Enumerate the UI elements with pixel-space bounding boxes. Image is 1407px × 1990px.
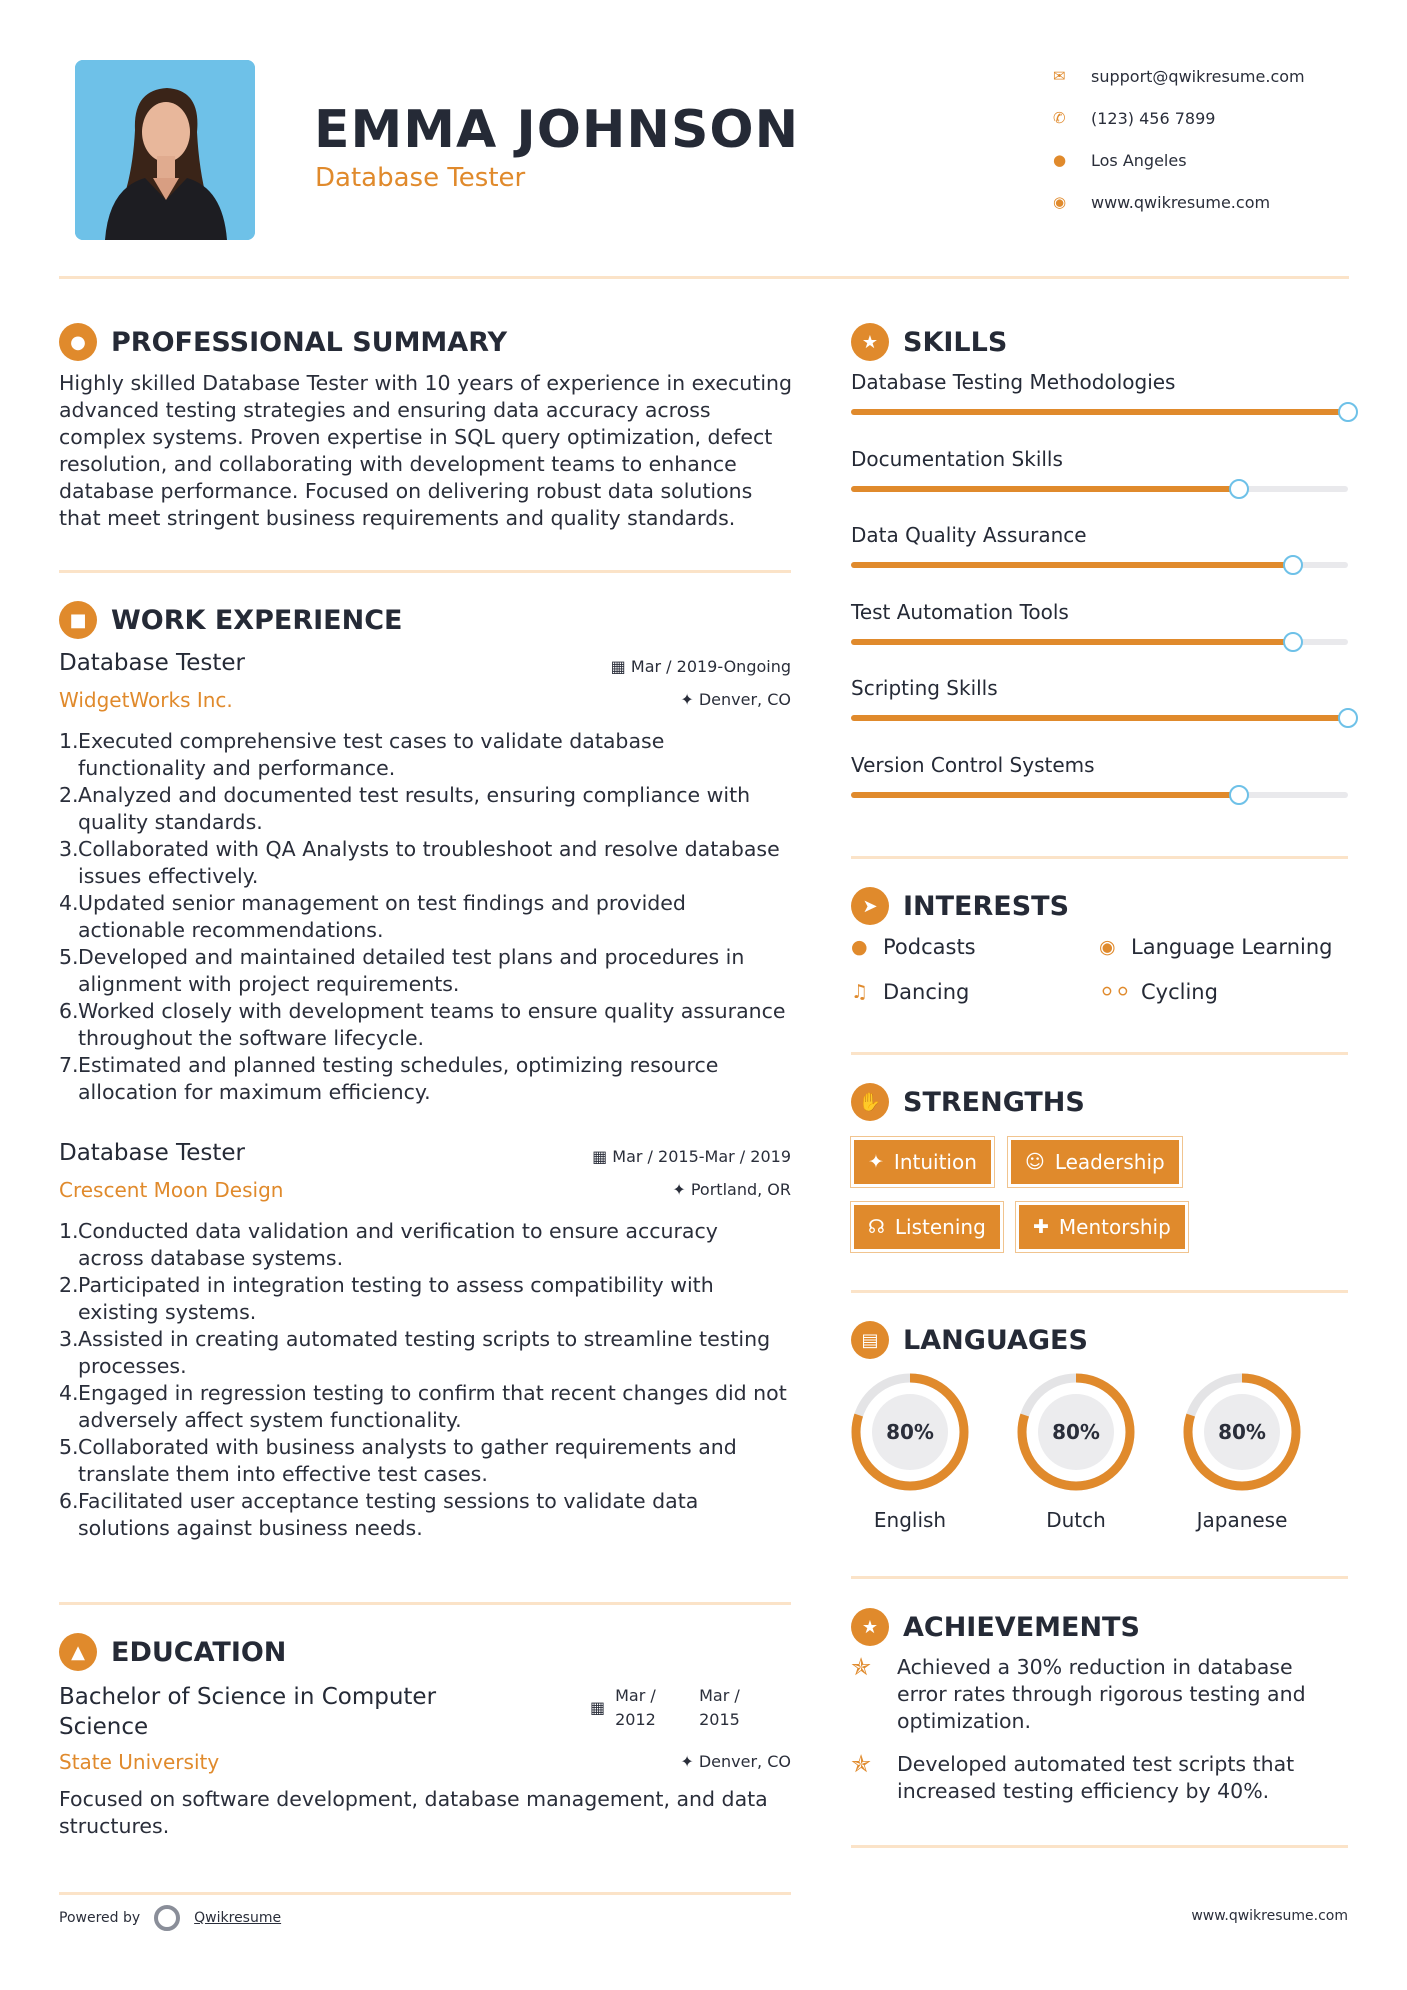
interests-heading: ➤ INTERESTS xyxy=(851,887,1069,925)
language-percent: 80% xyxy=(1052,1420,1100,1444)
achievement-item: ✯ Developed automated test scripts that increased testing efficiency by 40%. xyxy=(851,1750,1295,1803)
fist-icon: ✋ xyxy=(851,1083,889,1121)
language-card-icon: ▤ xyxy=(851,1321,889,1359)
section-divider xyxy=(851,856,1348,859)
job-title: Database Tester xyxy=(59,1140,245,1166)
footer-divider xyxy=(59,1892,791,1895)
skill-label: Documentation Skills xyxy=(851,446,1063,471)
list-item: 6. Facilitated user acceptance testing sessions to validate data solutions against business needs. xyxy=(59,1489,699,1540)
language-ring xyxy=(1180,1370,1304,1494)
users-icon: ☺ xyxy=(1025,1151,1045,1173)
skill-label: Data Quality Assurance xyxy=(851,523,1087,547)
skill-bar xyxy=(851,715,1348,721)
languages-heading: ▤ LANGUAGES xyxy=(851,1321,1088,1359)
contact-location: ● Los Angeles xyxy=(1053,150,1187,170)
language-ring xyxy=(1014,1370,1138,1494)
job-date: ▦ Mar / 2015-Mar / 2019 xyxy=(592,1147,791,1166)
candidate-role: Database Tester xyxy=(315,163,526,193)
job-duties-list xyxy=(59,1218,789,1542)
skill-bar xyxy=(851,792,1348,798)
lightbulb-icon: ★ xyxy=(851,323,889,361)
section-divider xyxy=(851,1576,1348,1579)
skill-item xyxy=(851,753,1348,798)
education-date: ▦ Mar / 2012 Mar / 2015 xyxy=(590,1684,740,1732)
job-company: WidgetWorks Inc. xyxy=(59,688,233,712)
language-item xyxy=(1180,1370,1304,1532)
list-item: 5. Collaborated with business analysts to gather requirements and translate them into effective test cases. xyxy=(59,1435,737,1486)
list-item: 5. Developed and maintained detailed test plans and procedures in alignment with project requirements. xyxy=(59,945,745,996)
list-item: 2. Analyzed and documented test results, ensuring compliance with quality standards. xyxy=(59,783,751,834)
skill-bar-fill xyxy=(851,562,1293,568)
language-name: Dutch xyxy=(1046,1508,1106,1532)
job-location: ✦ Denver, CO xyxy=(680,690,791,709)
summary-heading: ● PROFESSIONAL SUMMARY xyxy=(59,323,507,361)
skill-bar-fill xyxy=(851,639,1293,645)
candidate-name: EMMA JOHNSON xyxy=(314,100,800,160)
brand-link[interactable]: Qwikresume xyxy=(194,1910,282,1926)
list-item: 4. Updated senior management on test findings and provided actionable recommendations. xyxy=(59,891,686,942)
skill-bar xyxy=(851,409,1348,415)
calendar-icon: ▦ xyxy=(592,1147,608,1166)
section-divider xyxy=(851,1052,1348,1055)
skill-bar xyxy=(851,486,1348,492)
skill-item xyxy=(851,600,1348,645)
skill-item xyxy=(851,676,1348,721)
education-text: Focused on software development, database management, and data structures. xyxy=(59,1787,768,1838)
list-item: 3. Collaborated with QA Analysts to troubleshoot and resolve database issues effectively. xyxy=(59,837,780,888)
interest-item: ◉ Language Learning xyxy=(1099,935,1333,959)
envelope-icon: ✉ xyxy=(1053,67,1066,85)
achievement-item: ✯ Achieved a 30% reduction in database error rates through rigorous testing and optimization. xyxy=(851,1653,1306,1733)
language-ring xyxy=(848,1370,972,1494)
headphones-icon: ☊ xyxy=(868,1216,885,1238)
skill-bar xyxy=(851,639,1348,645)
strength-tag: ☺ Leadership xyxy=(1008,1137,1182,1187)
degree-title: Bachelor of Science in Computer Science xyxy=(59,1684,437,1740)
school-name: State University xyxy=(59,1750,220,1774)
language-name: Japanese xyxy=(1196,1508,1288,1532)
star-icon: ✯ xyxy=(851,1750,872,1778)
user-plus-icon: ✚ xyxy=(1033,1216,1049,1238)
paper-plane-icon: ➤ xyxy=(851,887,889,925)
list-item: 6. Worked closely with development teams to ensure quality assurance throughout the software lifecycle. xyxy=(59,999,786,1050)
language-name: English xyxy=(873,1508,947,1532)
powered-by: Powered by Qwikresume xyxy=(59,1905,281,1931)
skill-label: Scripting Skills xyxy=(851,676,998,700)
skill-item xyxy=(851,370,1348,415)
list-item: 3. Assisted in creating automated testing scripts to streamline testing processes. xyxy=(59,1327,771,1378)
calendar-icon: ▦ xyxy=(610,657,626,676)
pin-icon: ✦ xyxy=(680,1752,694,1771)
achievements-heading: ★ ACHIEVEMENTS xyxy=(851,1608,1140,1646)
list-item: 2. Participated in integration testing to assess compatibility with existing systems. xyxy=(59,1273,714,1324)
contact-website[interactable]: ◉ www.qwikresume.com xyxy=(1053,192,1271,212)
qwikresume-logo-icon xyxy=(154,1905,180,1931)
globe-icon: ◉ xyxy=(1053,193,1067,211)
skill-level-knob xyxy=(1283,632,1303,652)
list-item: 4. Engaged in regression testing to confirm that recent changes did not adversely affect system functionality. xyxy=(59,1381,787,1432)
job-date: ▦ Mar / 2019-Ongoing xyxy=(610,657,791,676)
skills-heading: ★ SKILLS xyxy=(851,323,1007,361)
bicycle-icon: ⚪⚪ xyxy=(1099,981,1131,1003)
strength-tag: ☊ Listening xyxy=(851,1202,1003,1252)
list-item: 7. Estimated and planned testing schedules, optimizing resource allocation for maximum efficiency. xyxy=(59,1053,719,1104)
magic-wand-icon: ✦ xyxy=(868,1151,884,1173)
skill-bar-fill xyxy=(851,486,1239,492)
skill-label: Test Automation Tools xyxy=(851,599,1069,624)
skill-level-knob xyxy=(1338,708,1358,728)
list-item: 1. Executed comprehensive test cases to validate database functionality and performance. xyxy=(59,729,665,780)
language-item xyxy=(848,1370,972,1532)
strength-tag: ✦ Intuition xyxy=(851,1137,994,1187)
globe-icon: ◉ xyxy=(1099,936,1116,958)
job-title: Database Tester xyxy=(59,650,245,676)
skill-level-knob xyxy=(1229,785,1249,805)
skill-level-knob xyxy=(1338,402,1358,422)
section-divider xyxy=(851,1290,1348,1293)
user-icon: ● xyxy=(59,323,97,361)
briefcase-icon: ■ xyxy=(59,601,97,639)
phone-icon: ✆ xyxy=(1053,109,1066,127)
star-icon: ★ xyxy=(851,1608,889,1646)
skill-level-knob xyxy=(1229,479,1249,499)
education-location: ✦ Denver, CO xyxy=(680,1752,791,1771)
interest-item: ♫ Dancing xyxy=(851,980,970,1004)
section-divider xyxy=(59,570,791,573)
skill-item xyxy=(851,447,1348,492)
strength-tag: ✚ Mentorship xyxy=(1016,1202,1188,1252)
skill-item xyxy=(851,523,1348,568)
skill-bar-fill xyxy=(851,792,1239,798)
graduation-icon: ▲ xyxy=(59,1633,97,1671)
job-location: ✦ Portland, OR xyxy=(672,1180,791,1199)
summary-text: Highly skilled Database Tester with 10 years of experience in executing advanced testing strategies and ensuring data accuracy across complex systems. Proven expertise in SQL query optimization, defect resolution, and collaborating with development teams to enhance database performance. Focused on delivering robust data solutions that meet stringent business requirements and quality standards. xyxy=(59,371,793,530)
footer-website[interactable]: www.qwikresume.com xyxy=(1191,1908,1348,1924)
pin-icon: ✦ xyxy=(680,690,694,709)
language-percent: 80% xyxy=(1218,1420,1266,1444)
language-percent: 80% xyxy=(886,1420,934,1444)
skill-bar-fill xyxy=(851,715,1348,721)
contact-list xyxy=(1053,55,1305,223)
contact-email[interactable]: ✉ support@qwikresume.com xyxy=(1053,66,1305,86)
interest-item: ● Podcasts xyxy=(851,935,976,959)
skill-label: Database Testing Methodologies xyxy=(851,370,1176,394)
contact-phone: ✆ (123) 456 7899 xyxy=(1053,108,1216,128)
profile-photo xyxy=(75,60,255,240)
work-heading: ■ WORK EXPERIENCE xyxy=(59,601,402,639)
language-item xyxy=(1014,1370,1138,1532)
interest-item: ⚪⚪ Cycling xyxy=(1099,980,1218,1004)
map-pin-icon: ● xyxy=(1053,151,1067,169)
microphone-icon: ● xyxy=(851,936,868,958)
section-divider xyxy=(851,1845,1348,1848)
section-divider xyxy=(59,1602,791,1605)
calendar-icon: ▦ xyxy=(590,1698,606,1717)
strengths-heading: ✋ STRENGTHS xyxy=(851,1083,1085,1121)
job-duties-list xyxy=(59,728,789,1106)
star-icon: ✯ xyxy=(851,1653,872,1681)
skill-bar-fill xyxy=(851,409,1348,415)
skill-label: Version Control Systems xyxy=(851,752,1095,777)
job-company: Crescent Moon Design xyxy=(59,1178,284,1202)
skill-bar xyxy=(851,562,1348,568)
music-note-icon: ♫ xyxy=(851,981,869,1003)
list-item: 1. Conducted data validation and verification to ensure accuracy across database systems. xyxy=(59,1219,718,1270)
skill-level-knob xyxy=(1283,555,1303,575)
education-heading: ▲ EDUCATION xyxy=(59,1633,286,1671)
header-divider xyxy=(59,276,1349,279)
pin-icon: ✦ xyxy=(672,1180,686,1199)
